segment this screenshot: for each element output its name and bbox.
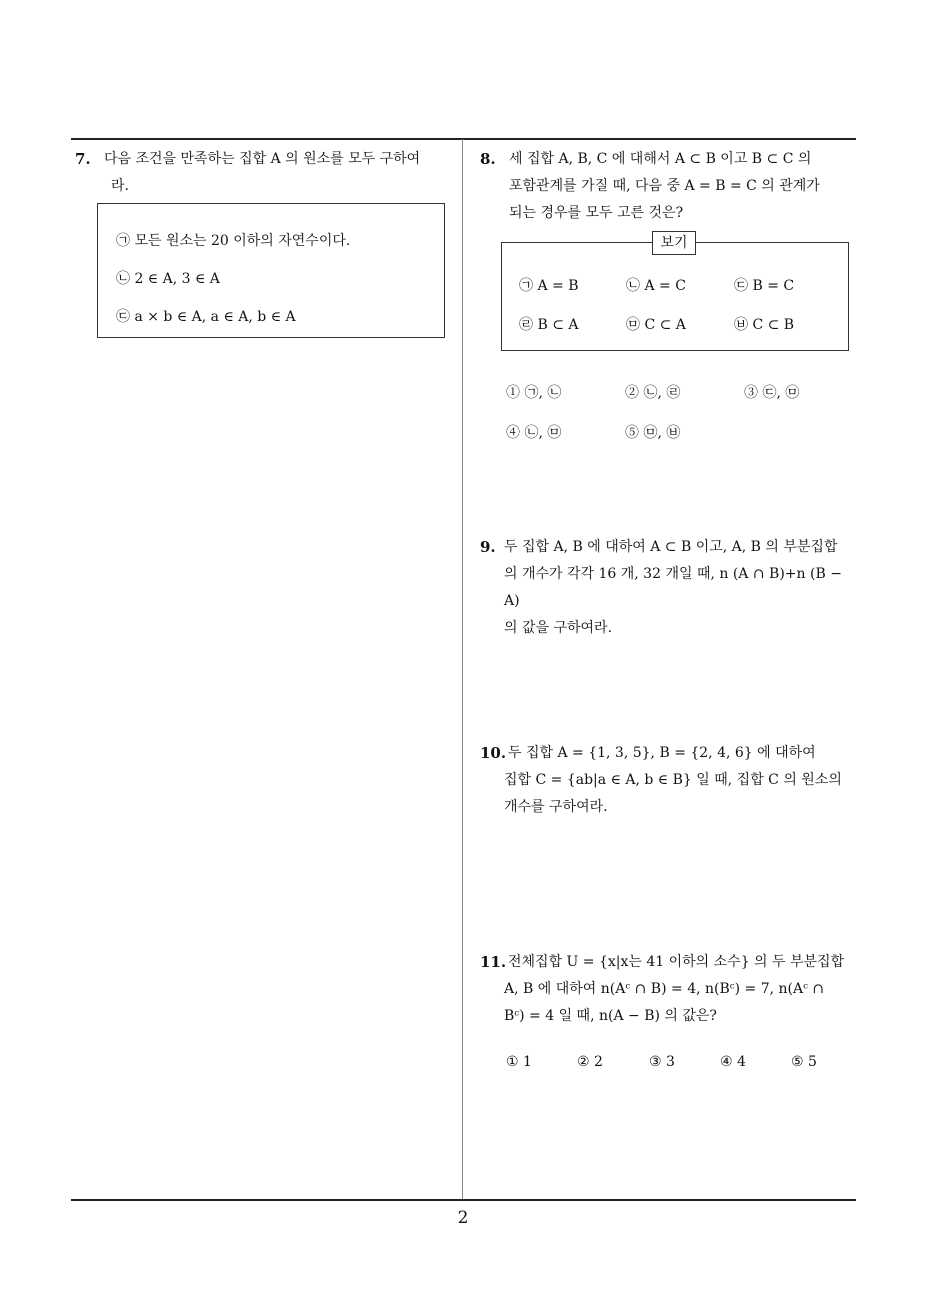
- question-text-line: 되는 경우를 모두 고른 것은?: [509, 205, 684, 221]
- condition-item: ㉡ 2 ∈ A, 3 ∈ A: [116, 271, 220, 287]
- question-text-line: 다음 조건을 만족하는 집합 A 의 원소를 모두 구하여: [104, 151, 421, 167]
- question-text-line: 의 개수가 각각 16 개, 32 개일 때, n (A ∩ B)+n (B − A): [504, 566, 842, 609]
- bogi-item: ㉤ C ⊂ A: [626, 317, 686, 333]
- question-text-line: 포함관계를 가질 때, 다음 중 A = B = C 의 관계가: [509, 178, 820, 194]
- condition-item: ㉠ 모든 원소는 20 이하의 자연수이다.: [116, 233, 351, 249]
- question-text-line: 의 값을 구하여라.: [504, 620, 613, 636]
- conditions-box: [97, 203, 445, 338]
- condition-item: ㉢ a × b ∈ A, a ∈ A, b ∈ A: [116, 309, 296, 325]
- answer-choice[interactable]: ⑤ 5: [791, 1054, 817, 1070]
- bogi-item: ㉢ B = C: [734, 278, 795, 294]
- question-text-line: 두 집합 A, B 에 대하여 A ⊂ B 이고, A, B 의 부분집합: [504, 539, 838, 555]
- question-text-line: 개수를 구하여라.: [504, 799, 608, 815]
- question-10: [480, 740, 860, 821]
- answer-choice[interactable]: ③ ㉢, ㉤: [744, 385, 800, 401]
- answer-choice[interactable]: ① 1: [506, 1054, 532, 1070]
- question-9: [480, 534, 860, 642]
- answer-choice[interactable]: ④ 4: [720, 1054, 746, 1070]
- answer-choice[interactable]: ⑤ ㉤, ㉥: [625, 425, 681, 441]
- question-text-line: A, B 에 대하여 n(Aᶜ ∩ B) = 4, n(Bᶜ) = 7, n(Aᶜ ∩: [504, 981, 825, 997]
- bogi-box: [501, 242, 849, 351]
- answer-choice[interactable]: ① ㉠, ㉡: [506, 385, 562, 401]
- question-11: [480, 949, 860, 1030]
- question-number: 7.: [75, 150, 91, 168]
- question-8: [480, 146, 861, 227]
- answer-choice[interactable]: ③ 3: [649, 1054, 675, 1070]
- question-number: 10.: [480, 744, 507, 762]
- question-text-line: Bᶜ) = 4 일 때, n(A − B) 의 값은?: [504, 1008, 717, 1024]
- question-number: 11.: [480, 953, 507, 971]
- answer-choice[interactable]: ② ㉡, ㉣: [625, 385, 681, 401]
- question-text-line: 두 집합 A = {1, 3, 5}, B = {2, 4, 6} 에 대하여: [508, 745, 816, 761]
- bogi-label: 보기: [652, 231, 696, 255]
- question-text-line: 집합 C = {ab|a ∈ A, b ∈ B} 일 때, 집합 C 의 원소의: [504, 772, 842, 788]
- bottom-rule: [71, 1199, 856, 1201]
- bogi-item: ㉡ A = C: [626, 278, 686, 294]
- top-rule: [71, 138, 856, 140]
- question-number: 9.: [480, 538, 496, 556]
- question-text-line: 세 집합 A, B, C 에 대해서 A ⊂ B 이고 B ⊂ C 의: [509, 151, 812, 167]
- question-text-line: 라.: [111, 178, 129, 194]
- answer-choice[interactable]: ④ ㉡, ㉤: [506, 425, 562, 441]
- question-text-line: 전체집합 U = {x|x는 41 이하의 소수} 의 두 부분집합: [508, 954, 845, 970]
- bogi-item: ㉠ A = B: [519, 278, 579, 294]
- bogi-item: ㉣ B ⊂ A: [519, 317, 579, 333]
- answer-choice[interactable]: ② 2: [577, 1054, 603, 1070]
- bogi-item: ㉥ C ⊂ B: [734, 317, 795, 333]
- page-number: 2: [457, 1208, 469, 1228]
- column-divider: [462, 139, 463, 1200]
- question-number: 8.: [480, 150, 496, 168]
- question-7: [75, 146, 456, 200]
